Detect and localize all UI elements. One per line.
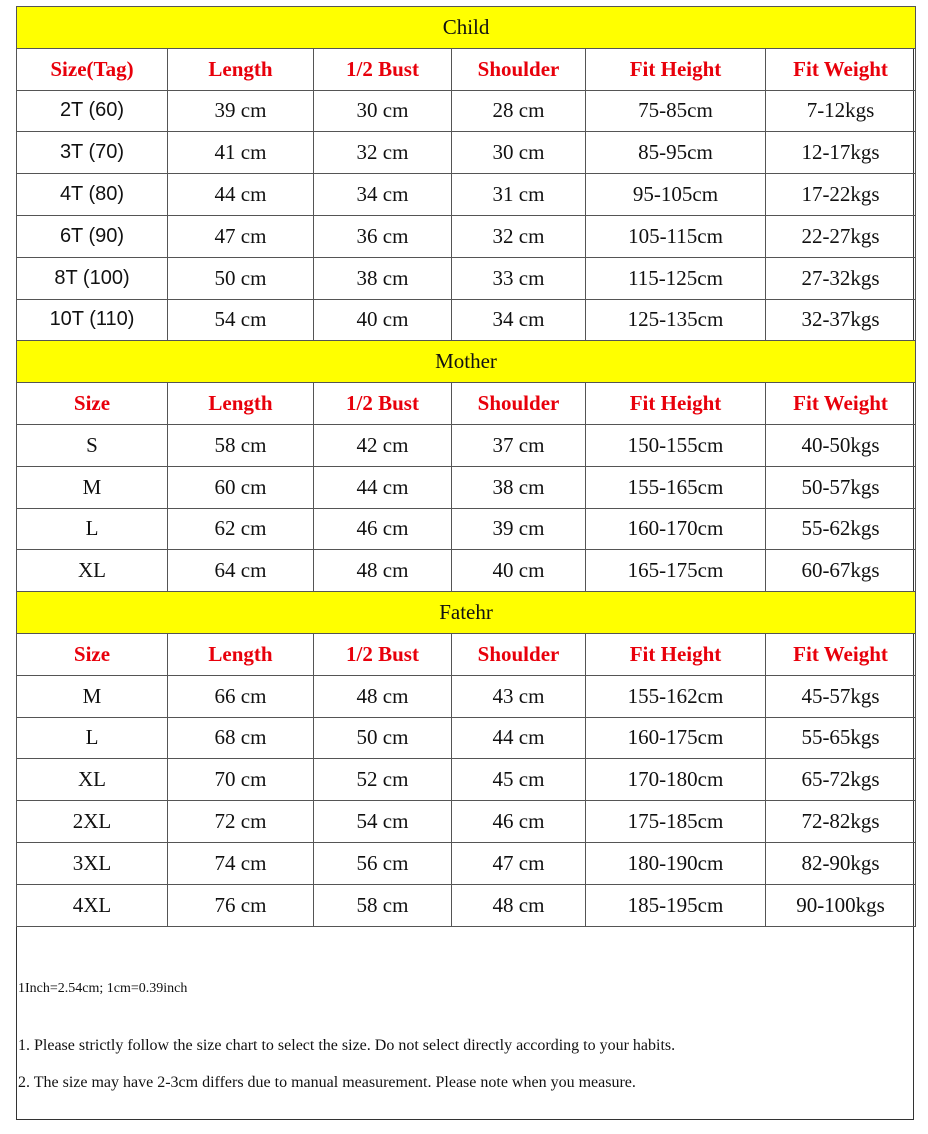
column-header-row <box>17 633 916 675</box>
size-cell: 6T (90) <box>17 215 168 257</box>
table-cell: 34 cm <box>452 299 586 341</box>
table-cell: 55-65kgs <box>766 717 916 759</box>
size-cell: L <box>17 508 168 550</box>
table-cell: 32-37kgs <box>766 299 916 341</box>
column-header: Fit Weight <box>766 383 916 425</box>
table-cell: 64 cm <box>168 550 314 592</box>
table-cell: 48 cm <box>452 884 586 926</box>
table-cell: 41 cm <box>168 132 314 174</box>
table-cell: 165-175cm <box>586 550 766 592</box>
table-cell: 54 cm <box>168 299 314 341</box>
table-cell: 44 cm <box>168 174 314 216</box>
table-cell: 33 cm <box>452 257 586 299</box>
table-cell: 36 cm <box>314 215 452 257</box>
table-row <box>17 675 916 717</box>
section-title-row-1 <box>17 341 916 383</box>
table-cell: 38 cm <box>314 257 452 299</box>
table-cell: 32 cm <box>314 132 452 174</box>
table-row <box>17 801 916 843</box>
size-cell: XL <box>17 550 168 592</box>
table-row <box>17 842 916 884</box>
table-cell: 45 cm <box>452 759 586 801</box>
unit-conversion-note: 1Inch=2.54cm; 1cm=0.39inch <box>18 981 188 996</box>
size-cell: S <box>17 424 168 466</box>
table-cell: 66 cm <box>168 675 314 717</box>
table-cell: 60 cm <box>168 466 314 508</box>
table-cell: 185-195cm <box>586 884 766 926</box>
table-row <box>17 550 916 592</box>
size-cell: 3T (70) <box>17 132 168 174</box>
column-header: Shoulder <box>452 383 586 425</box>
table-cell: 40-50kgs <box>766 424 916 466</box>
table-cell: 150-155cm <box>586 424 766 466</box>
table-row <box>17 884 916 926</box>
column-header-row <box>17 48 916 90</box>
table-cell: 44 cm <box>452 717 586 759</box>
table-cell: 155-162cm <box>586 675 766 717</box>
table-cell: 70 cm <box>168 759 314 801</box>
section-title-row-0 <box>17 7 916 49</box>
column-header: Size <box>17 633 168 675</box>
table-cell: 82-90kgs <box>766 842 916 884</box>
table-cell: 34 cm <box>314 174 452 216</box>
table-cell: 12-17kgs <box>766 132 916 174</box>
column-header: Fit Weight <box>766 48 916 90</box>
table-row <box>17 466 916 508</box>
column-header: Fit Height <box>586 633 766 675</box>
section-title: Child <box>17 7 916 49</box>
table-cell: 28 cm <box>452 90 586 132</box>
column-header: Shoulder <box>452 633 586 675</box>
table-cell: 75-85cm <box>586 90 766 132</box>
table-cell: 56 cm <box>314 842 452 884</box>
section-title: Mother <box>17 341 916 383</box>
column-header: 1/2 Bust <box>314 48 452 90</box>
table-cell: 48 cm <box>314 675 452 717</box>
size-cell: 3XL <box>17 842 168 884</box>
table-cell: 74 cm <box>168 842 314 884</box>
table-cell: 27-32kgs <box>766 257 916 299</box>
section-title: Fatehr <box>17 592 916 634</box>
table-cell: 38 cm <box>452 466 586 508</box>
table-cell: 65-72kgs <box>766 759 916 801</box>
table-cell: 50 cm <box>314 717 452 759</box>
table-cell: 60-67kgs <box>766 550 916 592</box>
table-cell: 85-95cm <box>586 132 766 174</box>
table-cell: 30 cm <box>452 132 586 174</box>
measurement-tolerance-note: 2. The size may have 2-3cm differs due to manual measurement. Please note when you measure. <box>18 1074 636 1091</box>
size-cell: 4XL <box>17 884 168 926</box>
table-row <box>17 90 916 132</box>
table-cell: 32 cm <box>452 215 586 257</box>
size-cell: L <box>17 717 168 759</box>
size-cell: 10T (110) <box>17 299 168 341</box>
size-cell: 2XL <box>17 801 168 843</box>
table-cell: 105-115cm <box>586 215 766 257</box>
column-header: Fit Height <box>586 48 766 90</box>
table-cell: 52 cm <box>314 759 452 801</box>
size-chart-table <box>16 6 916 927</box>
table-row <box>17 215 916 257</box>
table-cell: 155-165cm <box>586 466 766 508</box>
table-cell: 46 cm <box>452 801 586 843</box>
table-cell: 30 cm <box>314 90 452 132</box>
table-cell: 76 cm <box>168 884 314 926</box>
table-cell: 175-185cm <box>586 801 766 843</box>
size-cell: M <box>17 466 168 508</box>
column-header: Length <box>168 383 314 425</box>
table-cell: 43 cm <box>452 675 586 717</box>
table-cell: 42 cm <box>314 424 452 466</box>
table-cell: 40 cm <box>314 299 452 341</box>
table-cell: 50-57kgs <box>766 466 916 508</box>
table-row <box>17 299 916 341</box>
table-row <box>17 759 916 801</box>
column-header: Fit Weight <box>766 633 916 675</box>
table-row <box>17 132 916 174</box>
column-header: Size(Tag) <box>17 48 168 90</box>
table-cell: 31 cm <box>452 174 586 216</box>
size-cell: 4T (80) <box>17 174 168 216</box>
table-row <box>17 424 916 466</box>
table-cell: 160-175cm <box>586 717 766 759</box>
table-cell: 17-22kgs <box>766 174 916 216</box>
column-header: Length <box>168 48 314 90</box>
table-cell: 68 cm <box>168 717 314 759</box>
table-cell: 160-170cm <box>586 508 766 550</box>
table-cell: 39 cm <box>452 508 586 550</box>
table-cell: 50 cm <box>168 257 314 299</box>
table-cell: 115-125cm <box>586 257 766 299</box>
size-cell: XL <box>17 759 168 801</box>
table-cell: 55-62kgs <box>766 508 916 550</box>
table-cell: 180-190cm <box>586 842 766 884</box>
table-cell: 46 cm <box>314 508 452 550</box>
table-cell: 62 cm <box>168 508 314 550</box>
table-row <box>17 257 916 299</box>
table-cell: 58 cm <box>314 884 452 926</box>
size-cell: 2T (60) <box>17 90 168 132</box>
table-cell: 22-27kgs <box>766 215 916 257</box>
column-header: Size <box>17 383 168 425</box>
table-row <box>17 174 916 216</box>
table-cell: 95-105cm <box>586 174 766 216</box>
table-cell: 39 cm <box>168 90 314 132</box>
table-cell: 58 cm <box>168 424 314 466</box>
size-cell: 8T (100) <box>17 257 168 299</box>
table-row <box>17 508 916 550</box>
column-header: 1/2 Bust <box>314 633 452 675</box>
table-cell: 45-57kgs <box>766 675 916 717</box>
table-cell: 48 cm <box>314 550 452 592</box>
table-cell: 170-180cm <box>586 759 766 801</box>
table-cell: 37 cm <box>452 424 586 466</box>
table-cell: 47 cm <box>168 215 314 257</box>
column-header: Shoulder <box>452 48 586 90</box>
table-cell: 44 cm <box>314 466 452 508</box>
size-cell: M <box>17 675 168 717</box>
table-cell: 7-12kgs <box>766 90 916 132</box>
column-header: Length <box>168 633 314 675</box>
table-cell: 72 cm <box>168 801 314 843</box>
table-cell: 54 cm <box>314 801 452 843</box>
section-title-row-2 <box>17 592 916 634</box>
column-header-row <box>17 383 916 425</box>
size-selection-note: 1. Please strictly follow the size chart to select the size. Do not select directly according to your habits. <box>18 1037 676 1054</box>
table-cell: 125-135cm <box>586 299 766 341</box>
table-cell: 90-100kgs <box>766 884 916 926</box>
column-header: Fit Height <box>586 383 766 425</box>
column-header: 1/2 Bust <box>314 383 452 425</box>
table-cell: 72-82kgs <box>766 801 916 843</box>
table-cell: 47 cm <box>452 842 586 884</box>
table-row <box>17 717 916 759</box>
table-cell: 40 cm <box>452 550 586 592</box>
